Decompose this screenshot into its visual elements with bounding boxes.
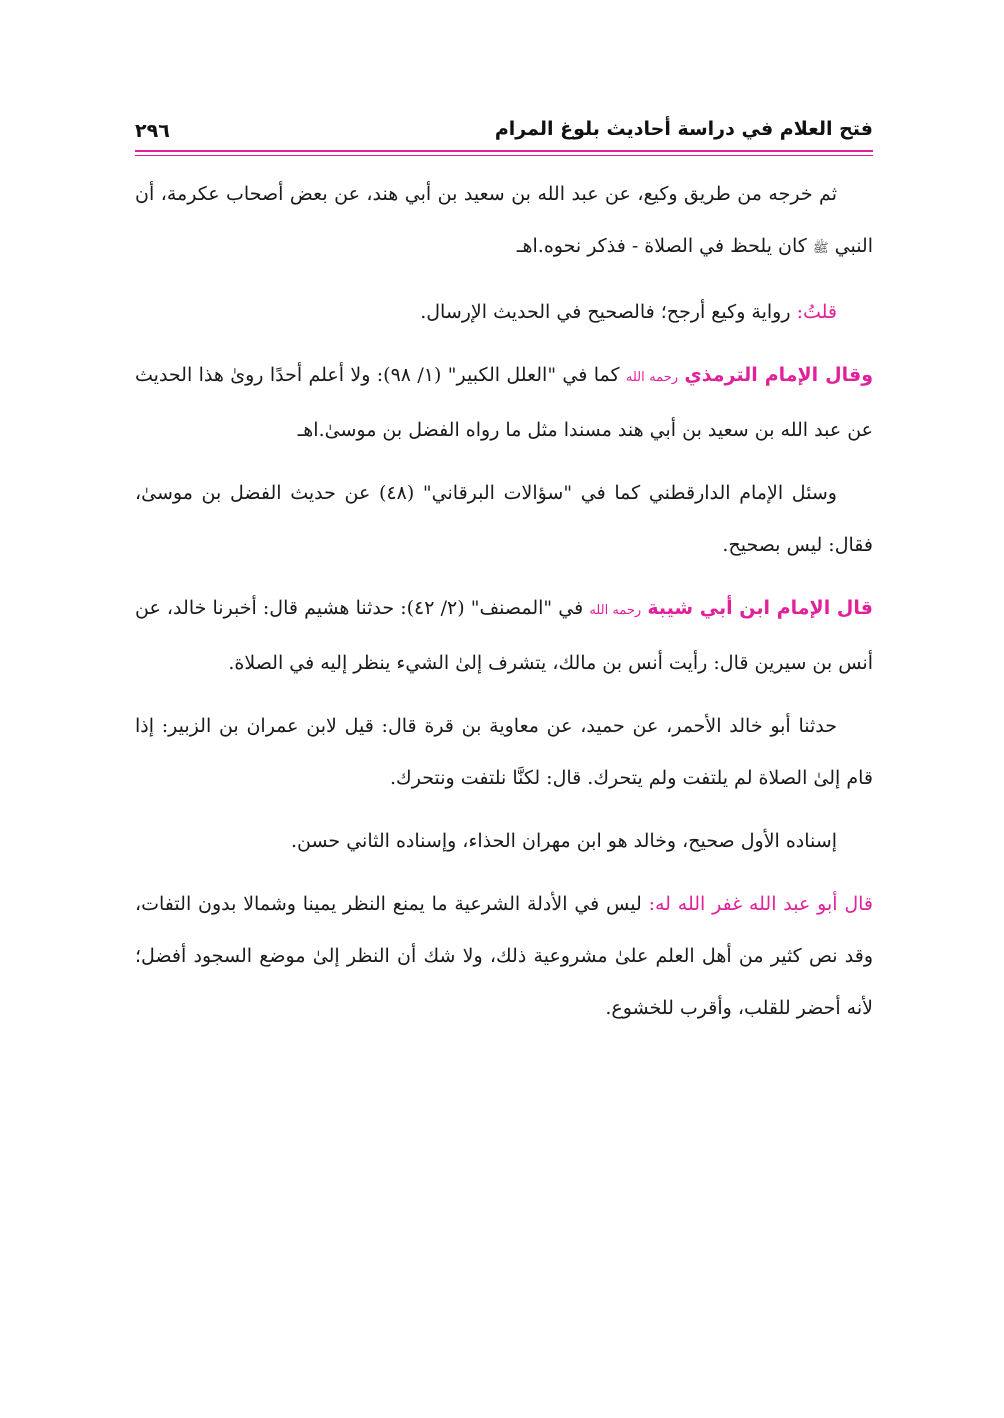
paragraph-text: ليس في الأدلة الشرعية ما يمنع النظر يمينا وشمالا بدون التفات، وقد نص كثير من أهل العلم علىٰ مشروعية ذلك، ولا شك أن النظر إلىٰ موضع السجود أفضل؛ لأنه أحضر للقلب، وأقرب للخشوع. <box>135 893 873 1019</box>
paragraph-lead: قال الإمام ابن أبي شيبة <box>647 597 873 619</box>
page-body <box>135 168 873 1034</box>
paragraph-4 <box>135 467 873 571</box>
paragraph-text: إسناده الأول صحيح، وخالد هو ابن مهران الحذاء، وإسناده الثاني حسن. <box>290 830 837 852</box>
paragraph-5 <box>135 582 873 689</box>
paragraph-2 <box>135 286 873 338</box>
paragraph-text-rest: كان يلحظ في الصلاة - فذكر نحوه.اهـ <box>516 235 807 257</box>
paragraph-text: في "المصنف" (٢/ ٤٢): حدثنا هشيم قال: أخبرنا خالد، عن أنس بن سيرين قال: رأيت أنس بن مالك، يتشرف إلىٰ الشيء ينظر إليه في الصلاة. <box>135 597 873 674</box>
paragraph-text: وسئل الإمام الدارقطني كما في "سؤالات البرقاني" (٤٨) عن حديث الفضل بن موسیٰ، فقال: ليس بصحيح. <box>135 482 873 556</box>
paragraph-3 <box>135 349 873 456</box>
honorific: رحمه الله <box>625 370 679 385</box>
page-number: ٢٩٦ <box>135 120 170 142</box>
paragraph-lead: وقال الإمام الترمذي <box>684 364 873 386</box>
salawat-symbol: ﷺ <box>812 241 829 256</box>
paragraph-1 <box>135 168 873 275</box>
paragraph-7 <box>135 815 873 867</box>
header-rule-thin <box>135 155 873 156</box>
paragraph-text: ثم خرجه من طريق وكيع، عن عبد الله بن سعيد بن أبي هند، عن بعض أصحاب عكرمة، أن النبي <box>135 183 873 257</box>
paragraph-lead: قلتُ: <box>796 301 837 323</box>
header-rule-thick <box>135 150 873 152</box>
page-header <box>135 112 873 152</box>
paragraph-text: كما في "العلل الكبير" (١/ ٩٨): ولا أعلم أحدًا رویٰ هذا الحديث عن عبد الله بن سعيد بن أبي هند مسندا مثل ما رواه الفضل بن موسیٰ.اهـ <box>135 364 873 441</box>
paragraph-lead: قال أبو عبد الله غفر الله له: <box>648 893 873 915</box>
paragraph-6 <box>135 700 873 804</box>
paragraph-text: حدثنا أبو خالد الأحمر، عن حميد، عن معاوية بن قرة قال: قيل لابن عمران بن الزبير: إذا قام إلىٰ الصلاة لم يلتفت ولم يتحرك. قال: لكنَّا نلتفت ونتحرك. <box>135 715 873 789</box>
book-title: فتح العلام في دراسة أحاديث بلوغ المرام <box>494 118 873 140</box>
honorific: رحمه الله <box>589 603 642 618</box>
paragraph-text: رواية وكيع أرجح؛ فالصحيح في الحديث الإرسال. <box>420 301 791 323</box>
paragraph-8 <box>135 878 873 1034</box>
